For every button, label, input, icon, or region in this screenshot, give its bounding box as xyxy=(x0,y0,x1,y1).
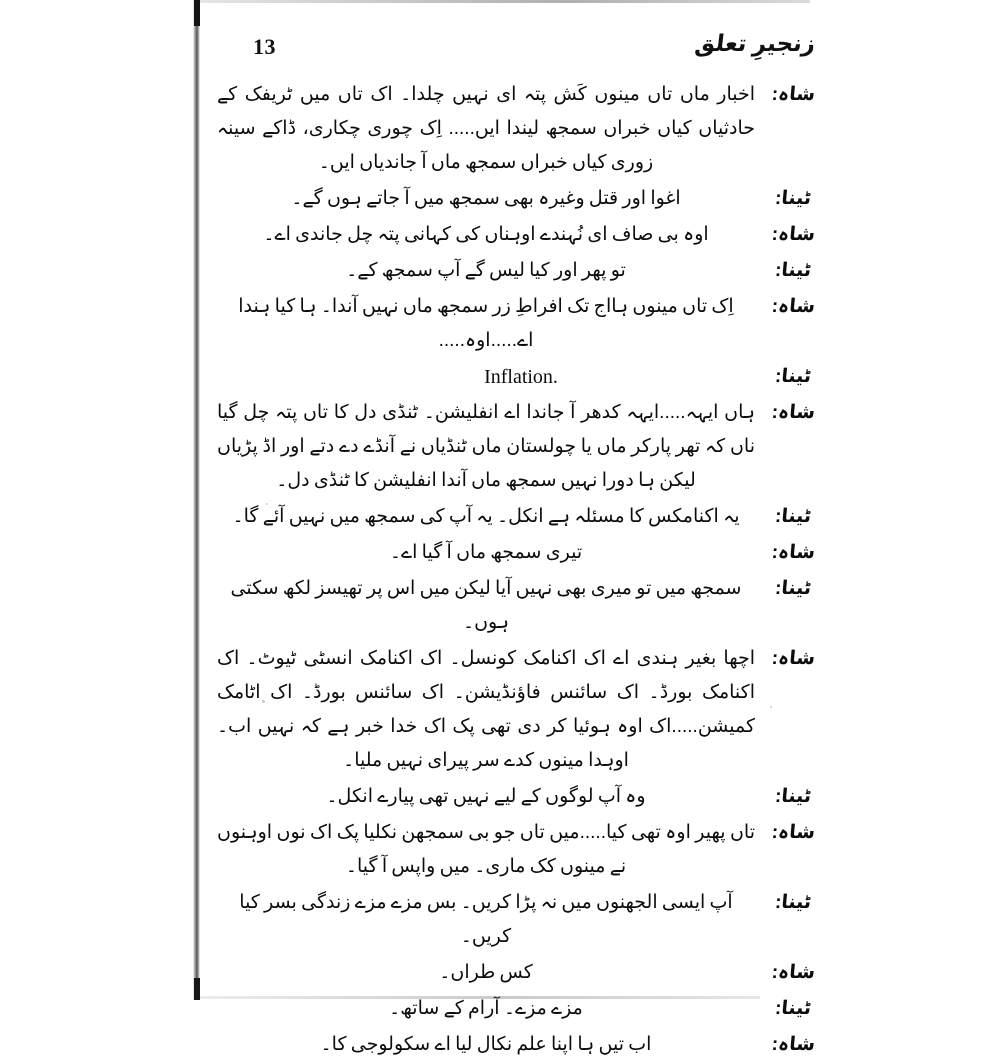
speaker-label: شاہ: xyxy=(770,822,816,843)
speaker-label: ٹینا: xyxy=(774,786,813,807)
speaker-label: ٹینا: xyxy=(774,366,813,387)
gutter-blot-top xyxy=(194,0,200,26)
speech-text: تاں پھیر اوہ تھی کیا.....میں تاں جو بی سمجھن نکلیا پک اک نوں اوہنوں نے مینوں کک ماری۔ میں واپس آ گیا۔ xyxy=(217,822,755,877)
dialogue-list xyxy=(215,78,815,1064)
speaker-label: شاہ: xyxy=(770,224,816,245)
dialogue-turn xyxy=(215,536,815,570)
speech-text: تو پھر اور کیا لیس گے آپ سمجھ کے۔ xyxy=(346,260,626,281)
speaker-label: شاہ: xyxy=(770,648,816,669)
speech-text: مزے مزے۔ آرام کے ساتھ۔ xyxy=(389,998,583,1019)
speaker-label: شاہ: xyxy=(770,542,816,563)
dialogue-turn xyxy=(215,78,815,180)
speaker-label: شاہ: xyxy=(770,296,816,317)
speech-text: اغوا اور قتل وغیرہ بھی سمجھ میں آ جاتے ہوں گے۔ xyxy=(291,188,681,209)
dialogue-turn xyxy=(215,500,815,534)
running-title: زنجیرِ تعلق xyxy=(693,30,817,56)
dialogue-turn xyxy=(215,572,815,640)
speech-text: اچھا بغیر ہندی اے اک اکنامک کونسل۔ اک اکنامک انسٹی ٹیوٹ۔ اک اکنامک بورڈ۔ اک سائنس فاؤنڈیشن۔ اک سائنس بورڈ۔ اک اٹامک کمیشن.....اک اوہ ہوئیا کر دی تھی پک اک خدا خبر ہے کہ نہیں اب۔ اوہدا مینوں کدے سر پیرای نہیں ملیا۔ xyxy=(217,648,755,771)
speaker-label: شاہ: xyxy=(770,962,816,983)
speaker-label: ٹینا: xyxy=(774,998,813,1019)
speaker-label: شاہ: xyxy=(770,1034,816,1055)
dialogue-turn xyxy=(215,992,815,1026)
page-number: 13 xyxy=(253,34,276,59)
dialogue-turn xyxy=(215,254,815,288)
dialogue-turn xyxy=(215,218,815,252)
book-gutter-shadow xyxy=(193,0,200,1000)
speech-text: اوہ بی صاف ای نُہندے اوہناں کی کہانی پتہ چل جاندی اے۔ xyxy=(263,224,709,245)
dialogue-turn xyxy=(215,1028,815,1062)
dialogue-turn xyxy=(215,182,815,216)
dialogue-turn xyxy=(215,886,815,954)
page-text-block xyxy=(215,0,817,1055)
dialogue-turn xyxy=(215,642,815,778)
dialogue-turn xyxy=(215,290,815,358)
speaker-label: ٹینا: xyxy=(774,260,813,281)
speaker-label: ٹینا: xyxy=(774,892,813,913)
speech-text: اِک تاں مینوں ہااج تک افراطِ زر سمجھ ماں نہیں آندا۔ ہا کیا ہندا اے.....اوہ..... xyxy=(238,296,734,351)
speech-text: اخبار ماں تاں مینوں کَش پتہ ای نہیں چلدا۔ اک تاں میں ٹریفک کے حادثیاں کیاں خبراں سمجھ لیندا ایں..... اِک چوری چکاری، ڈاکے سینہ زوری کیاں خبراں سمجھ ماں آ جاندیاں ایں۔ xyxy=(217,84,755,173)
speech-text: ہاں ایہہ.....ایہہ کدھر آ جاندا اے انفلیشن۔ ٹنڈی دل کا تاں پتہ چل گیا ناں کہ تھر پارکر ماں یا چولستان ماں ٹنڈیاں نے آنڈے دے دتے اور اڈ پڑیاں لیکن ہا دورا نہیں سمجھ ماں آندا انفلیشن کا ٹنڈی دل۔ xyxy=(217,402,755,491)
running-head xyxy=(215,30,815,70)
dialogue-turn xyxy=(215,780,815,814)
dialogue-turn xyxy=(215,360,815,394)
dialogue-turn xyxy=(215,956,815,990)
speaker-label: شاہ: xyxy=(770,84,816,105)
speech-text: وہ آپ لوگوں کے لیے نہیں تھی پیارے انکل۔ xyxy=(326,786,646,807)
speaker-label: ٹینا: xyxy=(774,506,813,527)
speaker-label: ٹینا: xyxy=(774,188,813,209)
speech-text: یہ اکنامکس کا مسئلہ ہے انکل۔ یہ آپ کی سمجھ میں نہیں آئے گا۔ xyxy=(232,506,740,527)
speech-text: Inflation. xyxy=(484,366,558,388)
dialogue-turn xyxy=(215,396,815,498)
speech-text: اب تیں ہا اپنا علم نکال لیا اے سکولوجی کا۔ xyxy=(320,1034,652,1055)
speech-text: سمجھ میں تو میری بھی نہیں آیا لیکن میں اس پر تھیسز لکھ سکتی ہوں۔ xyxy=(230,578,742,633)
speaker-label: ٹینا: xyxy=(774,578,813,599)
dialogue-turn xyxy=(215,816,815,884)
speech-text: تیری سمجھ ماں آ گیا اے۔ xyxy=(389,542,583,563)
speech-text: آپ ایسی الجھنوں میں نہ پڑا کریں۔ بس مزے مزے زندگی بسر کیا کریں۔ xyxy=(239,892,733,947)
speech-text: کس طراں۔ xyxy=(439,962,533,983)
speaker-label: شاہ: xyxy=(770,402,816,423)
